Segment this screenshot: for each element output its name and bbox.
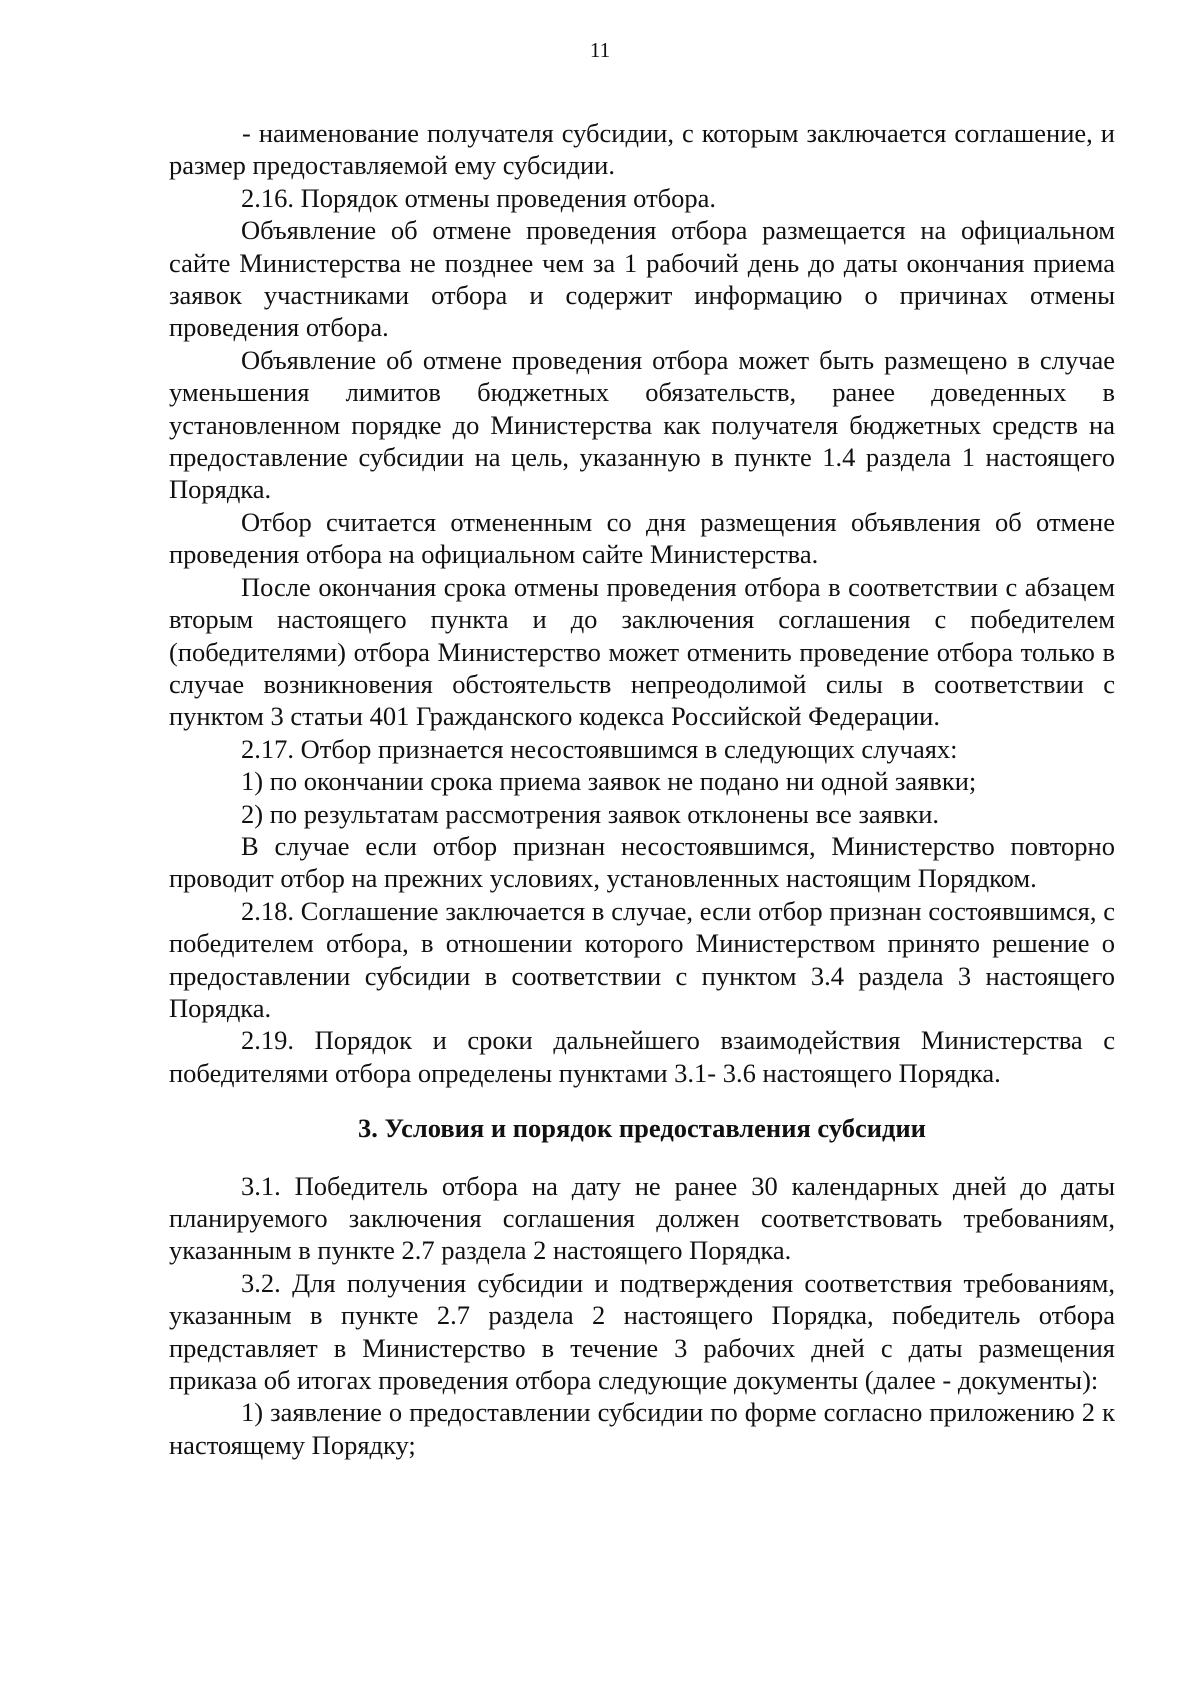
paragraph-cancellation-announcement: Объявление об отмене проведения отбора размещается на официальном сайте Министерства не позднее чем за 1 рабочий день до даты окончания приема заявок участниками отбора и содержит информацию о причинах отмены проведения отбора. bbox=[169, 215, 1115, 343]
paragraph-force-majeure: После окончания срока отмены проведения отбора в соответствии с абзацем вторым настоящего пункта и до заключения соглашения с победителем (победителями) отбора Министерство может отменить проведение отбора только в случае возникновения обстоятельств непреодолимой силы в соответствии с пунктом 3 статьи 401 Гражданского кодекса Российской Федерации. bbox=[169, 571, 1115, 732]
paragraph-2-17-heading: 2.17. Отбор признается несостоявшимся в следующих случаях: bbox=[241, 733, 958, 764]
list-item-application-form: 1) заявление о предоставлении субсидии по форме согласно приложению 2 к настоящему Порядку; bbox=[169, 1397, 1115, 1460]
document-body bbox=[169, 117, 1115, 1461]
paragraph-cancellation-budget-limits: Объявление об отмене проведения отбора может быть размещено в случае уменьшения лимитов бюджетных обязательств, ранее доведенных в установленном порядке до Министерства как получателя бюджетных средств на предоставление субсидии на цель, указанную в пункте 1.4 раздела 1 настоящего Порядка. bbox=[169, 344, 1115, 505]
paragraph-3-1: 3.1. Победитель отбора на дату не ранее 30 календарных дней до даты планируемого заключения соглашения должен соответствовать требованиям, указанным в пункте 2.7 раздела 2 настоящего Порядка. bbox=[169, 1170, 1115, 1266]
paragraph-recipient-name: - наименование получателя субсидии, с которым заключается соглашение, и размер предоставляемой ему субсидии. bbox=[169, 118, 1115, 181]
paragraph-cancellation-effective: Отбор считается отмененным со дня размещения объявления об отмене проведения отбора на официальном сайте Министерства. bbox=[169, 506, 1115, 570]
paragraph-2-18: 2.18. Соглашение заключается в случае, если отбор признан состоявшимся, с победителем отбора, в отношении которого Министерством принято решение о предоставлении субсидии в соответствии с пунктом 3.4 раздела 3 настоящего Порядка. bbox=[169, 895, 1115, 1023]
list-item-no-applications: 1) по окончании срока приема заявок не подано ни одной заявки; bbox=[241, 766, 977, 797]
paragraph-2-19: 2.19. Порядок и сроки дальнейшего взаимодействия Министерства с победителями отбора определены пунктами 3.1- 3.6 настоящего Порядка. bbox=[169, 1025, 1115, 1088]
list-item-all-rejected: 2) по результатам рассмотрения заявок отклонены все заявки. bbox=[241, 798, 940, 829]
paragraph-3-2: 3.2. Для получения субсидии и подтверждения соответствия требованиям, указанным в пункте 2.7 раздела 2 настоящего Порядка, победитель отбора представляет в Министерство в течение 3 рабочих дней с даты размещения приказа об итогах проведения отбора следующие документы (далее - документы): bbox=[169, 1267, 1115, 1396]
paragraph-2-16-heading: 2.16. Порядок отмены проведения отбора. bbox=[241, 182, 717, 213]
section-title: 3. Условия и порядок предоставления субсидии bbox=[358, 1113, 926, 1144]
paragraph-repeat-selection: В случае если отбор признан несостоявшимся, Министерство повторно проводит отбор на прежних условиях, установленных настоящим Порядком. bbox=[169, 830, 1115, 894]
page-number: 11 bbox=[589, 38, 611, 62]
